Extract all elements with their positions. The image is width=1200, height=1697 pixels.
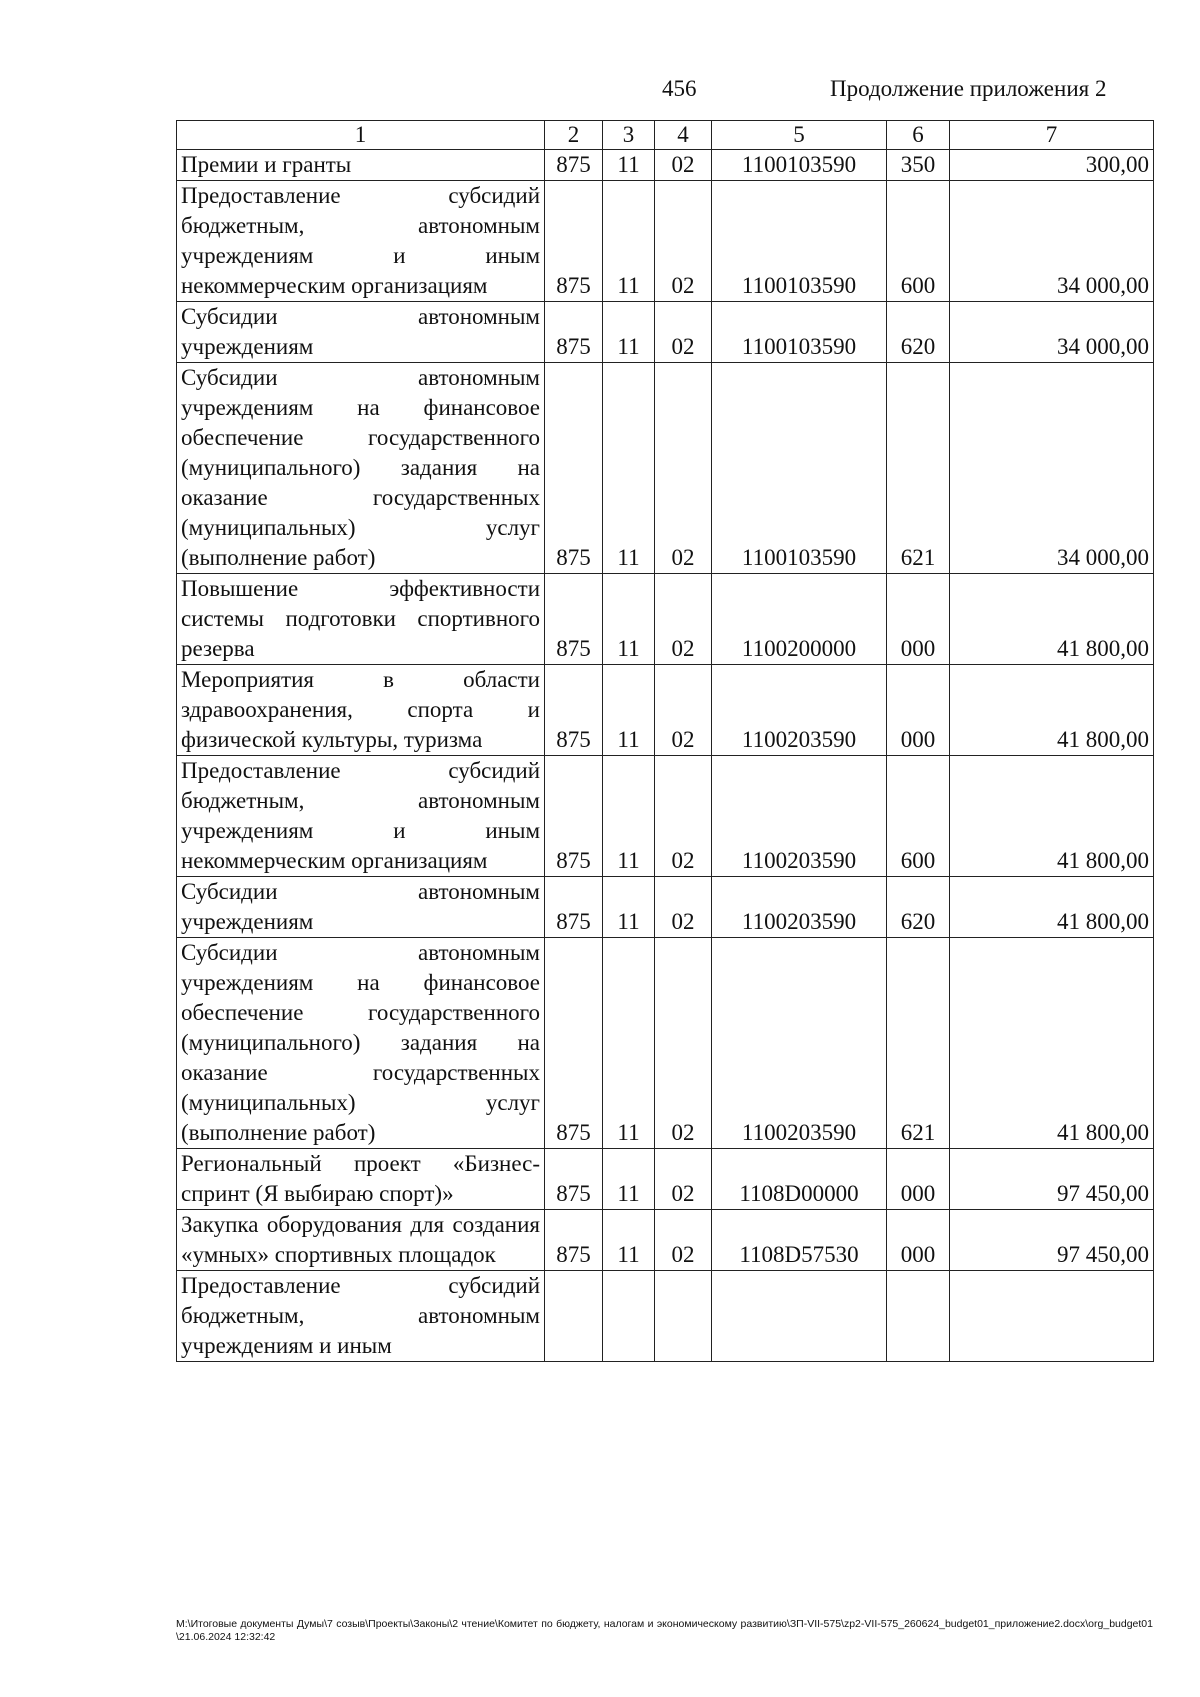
cell-name: Повышение эффективности системы подготовки спортивного резерва	[177, 574, 545, 665]
cell-subsection: 02	[655, 756, 712, 877]
cell-code: 875	[545, 665, 603, 756]
cell-section: 11	[603, 938, 655, 1149]
table-row	[177, 756, 1154, 877]
cell-expense-type: 000	[887, 1210, 950, 1271]
cell-target-article: 1100103590	[712, 181, 887, 302]
cell-code: 875	[545, 363, 603, 574]
cell-code: 875	[545, 877, 603, 938]
page-number: 456	[662, 76, 697, 101]
table-row	[177, 1149, 1154, 1210]
cell-name: Закупка оборудования для создания «умных» спортивных площадок	[177, 1210, 545, 1271]
cell-subsection: 02	[655, 574, 712, 665]
cell-amount: 41 800,00	[950, 665, 1154, 756]
cell-expense-type: 621	[887, 363, 950, 574]
cell-target-article: 1100203590	[712, 877, 887, 938]
cell-amount: 34 000,00	[950, 181, 1154, 302]
table-row	[177, 363, 1154, 574]
cell-expense-type: 000	[887, 1149, 950, 1210]
column-header-4: 4	[655, 121, 712, 150]
cell-amount: 97 450,00	[950, 1210, 1154, 1271]
table-body	[177, 150, 1154, 1362]
cell-target-article: 1100103590	[712, 150, 887, 181]
cell-name: Субсидии автономным учреждениям на финансовое обеспечение государственного (муниципального) задания на оказание государственных (муниципальных) услуг (выполнение работ)	[177, 938, 545, 1149]
cell-name: Субсидии автономным учреждениям	[177, 877, 545, 938]
column-header-7: 7	[950, 121, 1154, 150]
column-header-6: 6	[887, 121, 950, 150]
cell-subsection: 02	[655, 1210, 712, 1271]
cell-expense-type: 600	[887, 756, 950, 877]
cell-amount: 41 800,00	[950, 938, 1154, 1149]
cell-section: 11	[603, 665, 655, 756]
cell-amount: 34 000,00	[950, 363, 1154, 574]
cell-amount: 34 000,00	[950, 302, 1154, 363]
appendix-continuation-label: Продолжение приложения 2	[830, 76, 1107, 101]
cell-subsection: 02	[655, 877, 712, 938]
cell-expense-type: 350	[887, 150, 950, 181]
cell-subsection: 02	[655, 363, 712, 574]
cell-target-article: 1100203590	[712, 756, 887, 877]
cell-target-article: 1100103590	[712, 363, 887, 574]
cell-name: Предоставление субсидий бюджетным, автономным учреждениям и иным некоммерческим организациям	[177, 181, 545, 302]
table-header-row	[177, 121, 1154, 150]
cell-target-article: 1100203590	[712, 938, 887, 1149]
cell-section: 11	[603, 1149, 655, 1210]
cell-name: Предоставление субсидий бюджетным, автономным учреждениям и иным	[177, 1271, 545, 1362]
cell-subsection: 02	[655, 150, 712, 181]
cell-subsection: 02	[655, 665, 712, 756]
cell-amount: 97 450,00	[950, 1149, 1154, 1210]
cell-expense-type: 000	[887, 665, 950, 756]
cell-expense-type: 000	[887, 574, 950, 665]
cell-name: Премии и гранты	[177, 150, 545, 181]
cell-amount: 41 800,00	[950, 574, 1154, 665]
cell-expense-type	[887, 1271, 950, 1362]
table-row	[177, 574, 1154, 665]
cell-code: 875	[545, 1210, 603, 1271]
cell-code: 875	[545, 756, 603, 877]
table-row	[177, 150, 1154, 181]
column-header-2: 2	[545, 121, 603, 150]
cell-expense-type: 621	[887, 938, 950, 1149]
cell-target-article: 1108D00000	[712, 1149, 887, 1210]
cell-expense-type: 600	[887, 181, 950, 302]
cell-name: Субсидии автономным учреждениям	[177, 302, 545, 363]
cell-code	[545, 1271, 603, 1362]
table-row	[177, 181, 1154, 302]
table-row	[177, 938, 1154, 1149]
cell-target-article	[712, 1271, 887, 1362]
cell-section: 11	[603, 302, 655, 363]
column-header-5: 5	[712, 121, 887, 150]
cell-subsection	[655, 1271, 712, 1362]
cell-code: 875	[545, 1149, 603, 1210]
cell-amount	[950, 1271, 1154, 1362]
table-row	[177, 877, 1154, 938]
table-row	[177, 302, 1154, 363]
cell-code: 875	[545, 938, 603, 1149]
cell-expense-type: 620	[887, 302, 950, 363]
table-row	[177, 1210, 1154, 1271]
cell-target-article: 1100103590	[712, 302, 887, 363]
table-row	[177, 1271, 1154, 1362]
cell-code: 875	[545, 181, 603, 302]
cell-section: 11	[603, 363, 655, 574]
cell-section: 11	[603, 181, 655, 302]
cell-section: 11	[603, 877, 655, 938]
cell-name: Предоставление субсидий бюджетным, автономным учреждениям и иным некоммерческим организациям	[177, 756, 545, 877]
cell-target-article: 1100200000	[712, 574, 887, 665]
cell-section: 11	[603, 756, 655, 877]
cell-amount: 41 800,00	[950, 877, 1154, 938]
cell-name: Мероприятия в области здравоохранения, спорта и физической культуры, туризма	[177, 665, 545, 756]
cell-name: Субсидии автономным учреждениям на финансовое обеспечение государственного (муниципального) задания на оказание государственных (муниципальных) услуг (выполнение работ)	[177, 363, 545, 574]
cell-subsection: 02	[655, 302, 712, 363]
cell-amount: 41 800,00	[950, 756, 1154, 877]
table-row	[177, 665, 1154, 756]
file-path-footer: M:\Итоговые документы Думы\7 созыв\Проекты\Законы\2 чтение\Комитет по бюджету, налогам и экономическому развитию\ЗП-VII-575\zp2-VII-575_260624_budget01_приложение2.docx\org_budget01\21.06.2024 12:32:42	[176, 1618, 1153, 1643]
cell-subsection: 02	[655, 1149, 712, 1210]
cell-section: 11	[603, 1210, 655, 1271]
cell-section	[603, 1271, 655, 1362]
cell-code: 875	[545, 302, 603, 363]
column-header-1: 1	[177, 121, 545, 150]
cell-name: Региональный проект «Бизнес-спринт (Я выбираю спорт)»	[177, 1149, 545, 1210]
cell-target-article: 1100203590	[712, 665, 887, 756]
cell-subsection: 02	[655, 181, 712, 302]
cell-amount: 300,00	[950, 150, 1154, 181]
cell-target-article: 1108D57530	[712, 1210, 887, 1271]
cell-section: 11	[603, 574, 655, 665]
budget-table	[176, 120, 1154, 1362]
cell-code: 875	[545, 150, 603, 181]
cell-expense-type: 620	[887, 877, 950, 938]
cell-code: 875	[545, 574, 603, 665]
column-header-3: 3	[603, 121, 655, 150]
cell-subsection: 02	[655, 938, 712, 1149]
cell-section: 11	[603, 150, 655, 181]
